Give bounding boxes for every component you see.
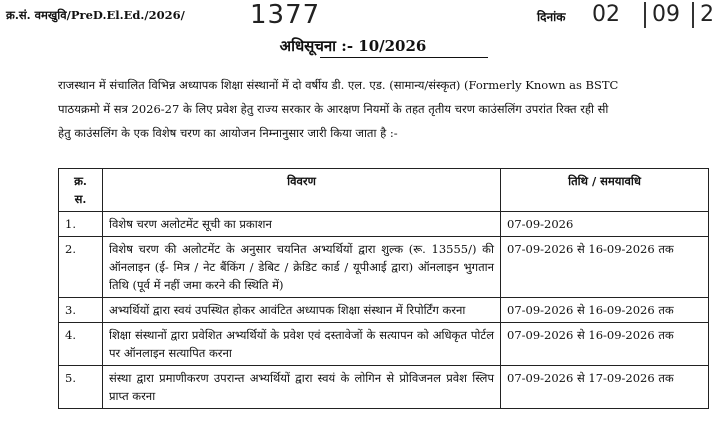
header-date: तिथि / समयावधि [501,169,709,212]
reference-prefix: क्र.सं. वमखुवि/PreD.El.Ed./2026/ [6,8,185,22]
header-serial-line: क्र. [74,174,87,188]
paragraph-line: पाठयक्रमो में सत्र 2026-27 के लिए प्रवेश हेतु राज्य सरकार के आरक्षण नियमों के तहत तृतीय चरण काउंसलिंग उपरांत रिक्त रही सी [58,102,609,116]
date-day: 02 [592,2,620,27]
row-date: 07-09-2026 से 17-09-2026 तक [501,366,709,409]
row-date: 07-09-2026 [501,212,709,237]
notification-title: अधिसूचना :- 10/2026 [279,37,427,55]
date-year: 2 [700,2,714,27]
header-serial-line: स. [74,192,87,206]
table-row [59,237,709,298]
table-row [59,366,709,409]
row-serial: 5. [59,366,103,409]
title-underline [320,57,488,58]
paragraph-line: हेतु काउंसलिंग के एक विशेष चरण का आयोजन निम्नानुसार जारी किया जाता है :- [58,126,398,140]
row-serial: 1. [59,212,103,237]
row-date: 07-09-2026 से 16-09-2026 तक [501,298,709,323]
date-label: दिनांक [537,10,566,24]
date-separator [692,2,694,28]
row-serial: 2. [59,237,103,298]
row-serial: 4. [59,323,103,366]
row-serial: 3. [59,298,103,323]
row-description: शिक्षा संस्थानों द्वारा प्रवेशित अभ्यर्थियों के प्रवेश एवं दस्तावेजों के सत्यापन को अधिकृत पोर्टल पर ऑनलाइन सत्यापित करना [103,323,501,366]
table-header-row [59,169,709,212]
row-description: विशेष चरण अलोटमेंट सूची का प्रकाशन [103,212,501,237]
row-date: 07-09-2026 से 16-09-2026 तक [501,237,709,298]
header-description: विवरण [103,169,501,212]
row-description: विशेष चरण की अलोटमेंट के अनुसार चयनित अभ्यर्थियों द्वारा शुल्क (रू. 13555/) की ऑनलाइन (ई- मित्र / नेट बैंकिंग / डेबिट / क्रेडिट कार्ड / यूपीआई द्वारा) ऑनलाइन भुगतान तिथि (पूर्व में नहीं जमा करने की स्थिति में) [103,237,501,298]
header-serial [59,169,103,212]
row-description: अभ्यर्थियों द्वारा स्वयं उपस्थित होकर आवंटित अध्यापक शिक्षा संस्थान में रिपोर्टिंग करना [103,298,501,323]
row-date: 07-09-2026 से 16-09-2026 तक [501,323,709,366]
date-separator [644,2,646,28]
table-row [59,212,709,237]
table-row [59,323,709,366]
reference-number: 1377 [250,0,321,30]
schedule-table [58,168,709,409]
date-month: 09 [652,2,680,27]
paragraph-line: राजस्थान में संचालित विभिन्न अध्यापक शिक्षा संस्थानों में दो वर्षीय डी. एल. एड. (सामान्य/संस्कृत) (Formerly Known as BSTC [58,78,619,92]
row-description: संस्था द्वारा प्रमाणीकरण उपरान्त अभ्यर्थियों द्वारा स्वयं के लोगिन से प्रोविजनल प्रवेश स्लिप प्राप्त करना [103,366,501,409]
table-row [59,298,709,323]
